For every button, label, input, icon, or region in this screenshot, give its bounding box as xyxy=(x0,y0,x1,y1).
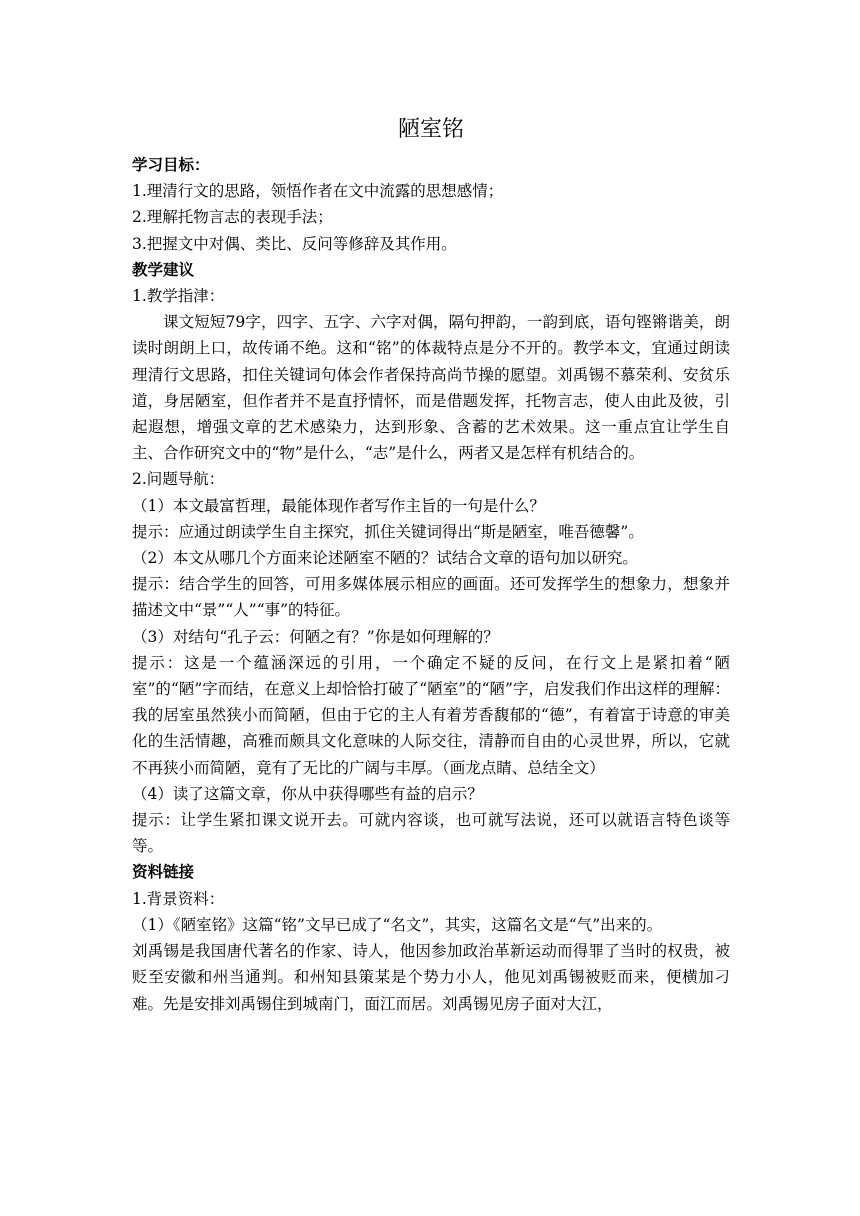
question-3: （3）对结句“孔子云：何陋之有？”你是如何理解的？ xyxy=(132,627,499,646)
hint-4: 提示：让学生紧扣课文说开去。可就内容谈，也可就写法说，还可以就语言特色谈等等。 xyxy=(132,811,730,856)
resources-heading: 资料链接 xyxy=(132,863,195,882)
guide-label: 1.教学指津： xyxy=(132,287,225,306)
background-item-1: （1）《陋室铭》这篇“铭”文早已成了“名文”，其实，这篇名文是“气”出来的。 xyxy=(132,915,663,934)
objective-item: 1.理清行文的思路，领悟作者在文中流露的思想感情； xyxy=(132,182,504,201)
objective-item: 3.把握文中对偶、类比、反问等修辞及其作用。 xyxy=(132,234,457,253)
document-title: 陋室铭 xyxy=(397,117,464,142)
hint-1: 提示：应通过朗读学生自主探究，抓住关键词得出“斯是陋室，唯吾德馨”。 xyxy=(132,522,644,541)
hint-3: 提示：这是一个蕴涵深远的引用，一个确定不疑的反问，在行文上是紧扣着“陋室”的“陋”字而结，在意义上却恰恰打破了“陋室”的“陋”字，启发我们作出这样的理解：我的居室虽然狭小而简陋，但由于它的主人有着芳香馥郁的“德”，有着富于诗意的审美化的生活情趣，高雅而颇具文化意味的人际交往，清静而自由的心灵世界，所以，它就不再狭小而简陋，竟有了无比的广阔与丰厚。（画龙点睛、总结全文） xyxy=(132,653,730,777)
teaching-heading: 教学建议 xyxy=(132,260,195,279)
objective-item: 2.理解托物言志的表现手法； xyxy=(132,208,333,227)
nav-label: 2.问题导航： xyxy=(132,470,225,489)
objectives-heading: 学习目标： xyxy=(132,156,210,174)
background-story: 刘禹锡是我国唐代著名的作家、诗人，他因参加政治革新运动而得罪了当时的权贵，被贬至安徽和州当通判。和州知县策某是个势力小人，他见刘禹锡被贬而来，便横加刁难。先是安排刘禹锡住到城南门，面江而居。刘禹锡见房子面对大江， xyxy=(132,942,730,1013)
background-label: 1.背景资料： xyxy=(132,889,225,908)
question-1: （1）本文最富哲理，最能体现作者写作主旨的一句是什么？ xyxy=(132,496,545,515)
question-2: （2）本文从哪几个方面来论述陋室不陋的？试结合文章的语句加以研究。 xyxy=(132,549,638,568)
document-page xyxy=(132,110,730,1017)
hint-2: 提示：结合学生的回答，可用多媒体展示相应的画面。还可发挥学生的想象力，想象并描述文中“景”“人”“事”的特征。 xyxy=(132,575,730,620)
guide-paragraph: 课文短短79字，四字、五字、六字对偶，隔句押韵，一韵到底，语句铿锵谐美，朗读时朗朗上口，故传诵不绝。这和“铭”的体裁特点是分不开的。教学本文，宜通过朗读理清行文思路，扣住关键词句体会作者保持高尚节操的愿望。刘禹锡不慕荣利、安贫乐道，身居陋室，但作者并不是直抒情怀，而是借题发挥，托物言志，使人由此及彼，引起遐想，增强文章的艺术感染力，达到形象、含蓄的艺术效果。这一重点宜让学生自主、合作研究文中的“物”是什么，“志”是什么，两者又是怎样有机结合的。 xyxy=(132,313,730,463)
question-4: （4）读了这篇文章，你从中获得哪些有益的启示？ xyxy=(132,784,483,803)
